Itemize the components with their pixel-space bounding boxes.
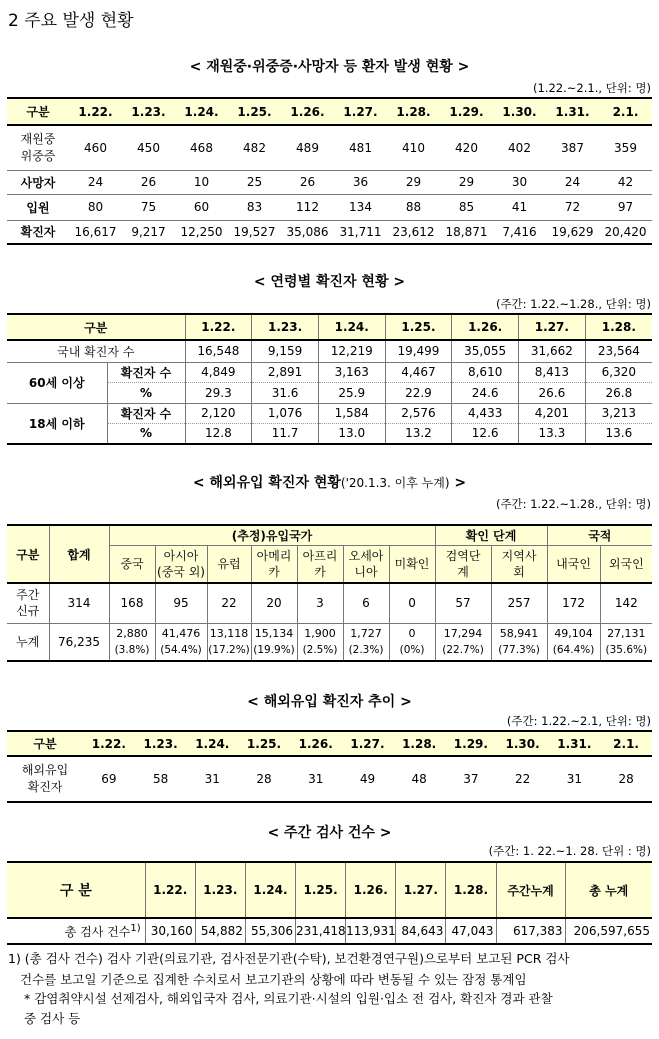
value-cell: 22.9 bbox=[385, 382, 452, 403]
value-cell: 31.6 bbox=[252, 382, 319, 403]
row-label: 해외유입 확진자 bbox=[21, 763, 69, 794]
header-cell: 구분 bbox=[84, 320, 108, 335]
value-cell: 9,217 bbox=[122, 220, 175, 244]
value-cell: 23,612 bbox=[387, 220, 440, 244]
header-cell: 국적 bbox=[547, 525, 652, 545]
header-cell: 구분 bbox=[26, 105, 50, 119]
value-cell: 12.8 bbox=[185, 423, 252, 444]
row-label: 입원 bbox=[7, 194, 69, 220]
value-cell: 468 bbox=[175, 125, 228, 170]
value-cell: 0 bbox=[389, 583, 435, 623]
header-cell: 1.27. bbox=[350, 736, 385, 751]
value-cell: 72 bbox=[546, 194, 599, 220]
value-cell: 1,076 bbox=[252, 403, 319, 423]
value-cell: 13.3 bbox=[519, 423, 586, 444]
value-cell bbox=[155, 623, 207, 661]
cumulative-count: 27,131 bbox=[607, 626, 646, 640]
value-cell: 24 bbox=[546, 170, 599, 194]
cumulative-percent: (35.6%) bbox=[605, 643, 648, 656]
value-cell: 11.7 bbox=[252, 423, 319, 444]
value-cell: 172 bbox=[547, 583, 600, 623]
value-cell: 26 bbox=[122, 170, 175, 194]
header-cell: (추정)유입국가 bbox=[109, 525, 435, 545]
table3-title-main: < 해외유입 확진자 현황 bbox=[192, 475, 341, 491]
header-cell: 1.24. bbox=[195, 736, 230, 751]
header-cell: 1.30. bbox=[502, 104, 537, 119]
header-row bbox=[7, 862, 652, 918]
footnote-1: 1) (총 검사 건수) 검사 기관(의료기관, 검사전문기관(수탁), 보건환경연구원)으로부터 보고된 PCR 검사 bbox=[8, 951, 570, 966]
cumulative-count: 1,727 bbox=[350, 626, 382, 640]
header-cell: 1.26. bbox=[290, 104, 325, 119]
header-cell: 2.1. bbox=[613, 736, 639, 751]
value-cell: 29.3 bbox=[185, 382, 252, 403]
table3-title bbox=[0, 472, 659, 492]
header-cell: 1.26. bbox=[346, 862, 396, 918]
value-cell: 257 bbox=[491, 583, 547, 623]
header-cell: 1.29. bbox=[449, 104, 484, 119]
cumulative-count: 13,118 bbox=[209, 626, 249, 640]
group-label: 60세 이상 bbox=[7, 362, 107, 403]
value-cell: 97 bbox=[599, 194, 652, 220]
value-cell: 29 bbox=[440, 170, 493, 194]
cumulative-count: 49,104 bbox=[554, 626, 593, 640]
table3-title-small: ('20.1.3. 이후 누계) bbox=[340, 476, 450, 490]
value-cell: 19,527 bbox=[228, 220, 281, 244]
header-cell: 아시아 (중국 외) bbox=[155, 545, 207, 583]
row-label: 재원중 위중증 bbox=[7, 125, 69, 170]
domestic-row bbox=[7, 340, 652, 362]
value-cell: 18,871 bbox=[440, 220, 493, 244]
cumulative-percent: (22.7%) bbox=[442, 643, 484, 656]
value-cell: 19,629 bbox=[546, 220, 599, 244]
value-cell: 69 bbox=[101, 772, 117, 786]
value-cell: 13.6 bbox=[585, 423, 652, 444]
value-cell: 142 bbox=[600, 583, 652, 623]
table1-title: < 재원중·위중증·사망자 등 환자 발생 현황 > bbox=[189, 59, 470, 75]
value-cell: 57 bbox=[435, 583, 491, 623]
value-cell: 19,499 bbox=[385, 340, 452, 362]
table-row bbox=[7, 194, 652, 220]
value-cell: 85 bbox=[440, 194, 493, 220]
footnote-marker: 1) bbox=[130, 922, 141, 934]
cumulative-count: 41,476 bbox=[161, 626, 201, 640]
sub-label: % bbox=[107, 423, 185, 444]
group-label: 18세 이하 bbox=[7, 403, 107, 444]
value-cell: 12.6 bbox=[452, 423, 519, 444]
table-row bbox=[7, 170, 652, 194]
value-cell: 26.8 bbox=[585, 382, 652, 403]
value-cell: 24.6 bbox=[452, 382, 519, 403]
value-cell: 420 bbox=[440, 125, 493, 170]
value-cell: 20 bbox=[251, 583, 297, 623]
value-cell: 8,610 bbox=[452, 362, 519, 382]
value-cell: 31 bbox=[566, 772, 582, 786]
header-cell: 총 누계 bbox=[565, 862, 652, 918]
value-cell: 482 bbox=[228, 125, 281, 170]
value-cell: 31 bbox=[204, 772, 220, 786]
table1-unit: (1.22.~2.1., 단위: 명) bbox=[533, 81, 651, 95]
value-cell: 75 bbox=[122, 194, 175, 220]
sub-label: 확진자 수 bbox=[107, 403, 185, 423]
value-cell: 48 bbox=[411, 772, 427, 786]
total-cell: 76,235 bbox=[49, 623, 109, 661]
value-cell: 41 bbox=[493, 194, 546, 220]
header-cell: 아프리 카 bbox=[297, 545, 343, 583]
value-cell: 3,213 bbox=[585, 403, 652, 423]
header-cell: 1.23. bbox=[131, 104, 166, 119]
value-cell: 113,931 bbox=[346, 918, 396, 944]
imported-trend-table bbox=[7, 730, 652, 803]
value-cell: 60 bbox=[175, 194, 228, 220]
value-cell: 134 bbox=[334, 194, 387, 220]
value-cell: 20,420 bbox=[599, 220, 652, 244]
value-cell: 489 bbox=[281, 125, 334, 170]
header-cell: 1.24. bbox=[318, 314, 385, 340]
header-cell: 1.31. bbox=[555, 104, 590, 119]
row-label: 확진자 bbox=[7, 220, 69, 244]
table-row bbox=[7, 125, 652, 170]
header-cell: 중국 bbox=[109, 545, 155, 583]
header-cell: 내국인 bbox=[547, 545, 600, 583]
header-cell: 1.23. bbox=[195, 862, 245, 918]
value-cell: 16,617 bbox=[69, 220, 122, 244]
value-cell: 12,219 bbox=[318, 340, 385, 362]
value-cell: 80 bbox=[69, 194, 122, 220]
value-cell: 450 bbox=[122, 125, 175, 170]
header-cell: 아메리 카 bbox=[251, 545, 297, 583]
cumulative-count: 2,880 bbox=[116, 626, 148, 640]
value-cell: 10 bbox=[175, 170, 228, 194]
cumulative-percent: (19.9%) bbox=[253, 643, 295, 656]
value-cell: 231,418 bbox=[296, 918, 346, 944]
value-cell: 54,882 bbox=[195, 918, 245, 944]
header-cell: 1.25. bbox=[237, 104, 272, 119]
value-cell: 3,163 bbox=[318, 362, 385, 382]
value-cell: 23,564 bbox=[585, 340, 652, 362]
table3-unit: (주간: 1.22.~1.28., 단위: 명) bbox=[495, 497, 651, 511]
value-cell: 49 bbox=[359, 772, 376, 786]
row-label: 사망자 bbox=[7, 170, 69, 194]
value-cell: 42 bbox=[599, 170, 652, 194]
value-cell: 6,320 bbox=[585, 362, 652, 382]
table5-unit: (주간: 1. 22.~1. 28. 단위 : 명) bbox=[488, 844, 651, 858]
value-cell: 37 bbox=[463, 772, 479, 786]
header-cell: 주간누계 bbox=[496, 862, 565, 918]
header-cell: 1.28. bbox=[396, 104, 431, 119]
value-cell bbox=[207, 623, 251, 661]
sub-label: 확진자 수 bbox=[107, 362, 185, 382]
value-cell: 30,160 bbox=[145, 918, 195, 944]
value-cell: 47,043 bbox=[446, 918, 496, 944]
cumulative-count: 0 bbox=[408, 626, 416, 640]
header-cell: 1.27. bbox=[396, 862, 446, 918]
value-cell: 460 bbox=[69, 125, 122, 170]
cumulative-count: 58,941 bbox=[499, 626, 539, 640]
footnote-asterisk: * 감염취약시설 선제검사, 해외입국자 검사, 의료기관·시설의 입원·입소 전 검사, 확진자 경과 관찰 bbox=[24, 991, 553, 1006]
header-cell: 1.28. bbox=[402, 736, 437, 751]
table2-title: < 연령별 확진자 현황 > bbox=[253, 274, 406, 290]
imported-cases-table bbox=[7, 524, 652, 662]
header-cell: 1.23. bbox=[252, 314, 319, 340]
value-cell: 22 bbox=[514, 772, 531, 786]
value-cell: 35,055 bbox=[452, 340, 519, 362]
table2-unit: (주간: 1.22.~1.28., 단위: 명) bbox=[495, 297, 651, 311]
header-cell: 1.22. bbox=[145, 862, 195, 918]
value-cell: 4,433 bbox=[452, 403, 519, 423]
header-cell: 1.25. bbox=[385, 314, 452, 340]
value-cell: 359 bbox=[599, 125, 652, 170]
value-cell: 1,584 bbox=[318, 403, 385, 423]
weekly-tests-table bbox=[7, 861, 652, 945]
value-cell bbox=[435, 623, 491, 661]
value-cell: 2,120 bbox=[185, 403, 252, 423]
value-cell: 2,891 bbox=[252, 362, 319, 382]
value-cell bbox=[297, 623, 343, 661]
value-cell: 206,597,655 bbox=[565, 918, 652, 944]
header-cell: 유럽 bbox=[207, 545, 251, 583]
header-cell: 1.24. bbox=[184, 104, 219, 119]
table4-title: < 해외유입 확진자 추이 > bbox=[247, 694, 412, 710]
value-cell: 7,416 bbox=[493, 220, 546, 244]
row-label: 누계 bbox=[7, 623, 49, 661]
group-count-row bbox=[7, 403, 652, 423]
value-cell: 28 bbox=[256, 772, 272, 786]
value-cell bbox=[343, 623, 389, 661]
header-cell: 1.25. bbox=[296, 862, 346, 918]
value-cell: 58 bbox=[152, 772, 169, 786]
value-cell: 387 bbox=[546, 125, 599, 170]
header-cell: 2.1. bbox=[612, 104, 639, 119]
header-cell: 오세아 니아 bbox=[343, 545, 389, 583]
age-cases-table bbox=[7, 313, 652, 445]
header-cell: 1.29. bbox=[453, 736, 488, 751]
value-cell: 31 bbox=[308, 772, 324, 786]
value-cell: 168 bbox=[109, 583, 155, 623]
value-cell bbox=[491, 623, 547, 661]
value-cell bbox=[251, 623, 297, 661]
value-cell: 4,467 bbox=[385, 362, 452, 382]
value-cell: 30 bbox=[493, 170, 546, 194]
value-cell: 2,576 bbox=[385, 403, 452, 423]
value-cell: 6 bbox=[343, 583, 389, 623]
header-cell: 검역단 계 bbox=[435, 545, 491, 583]
row-label: 국내 확진자 수 bbox=[7, 340, 185, 362]
value-cell: 29 bbox=[387, 170, 440, 194]
patient-status-table bbox=[7, 97, 652, 245]
table5-title: < 주간 검사 건수 > bbox=[267, 825, 392, 841]
value-cell bbox=[389, 623, 435, 661]
footnote-1-cont: 건수를 보고일 기준으로 집계한 수치로서 보고기관의 상황에 따라 변동될 수 있는 잠정 통계임 bbox=[20, 972, 527, 987]
value-cell: 481 bbox=[334, 125, 387, 170]
header-cell: 확인 단계 bbox=[435, 525, 547, 545]
value-cell: 26.6 bbox=[519, 382, 586, 403]
value-cell: 112 bbox=[281, 194, 334, 220]
header-cell: 1.23. bbox=[143, 736, 178, 751]
header-cell: 1.27. bbox=[343, 104, 378, 119]
table4-unit: (주간: 1.22.~2.1, 단위: 명) bbox=[506, 714, 651, 728]
value-cell: 402 bbox=[493, 125, 546, 170]
footnote-asterisk-cont: 중 검사 등 bbox=[24, 1011, 81, 1026]
value-cell: 83 bbox=[228, 194, 281, 220]
cumulative-percent: (54.4%) bbox=[160, 643, 202, 656]
header-cell: 1.22. bbox=[91, 736, 126, 751]
cumulative-percent: (2.3%) bbox=[348, 643, 384, 656]
value-cell: 36 bbox=[334, 170, 387, 194]
value-cell: 4,849 bbox=[185, 362, 252, 382]
header-cell: 외국인 bbox=[600, 545, 652, 583]
value-cell bbox=[109, 623, 155, 661]
group-count-row bbox=[7, 362, 652, 382]
header-cell: 1.26. bbox=[298, 736, 333, 751]
table3-title-end: > bbox=[449, 475, 467, 491]
header-cell: 합계 bbox=[49, 525, 109, 583]
header-cell: 1.31. bbox=[557, 736, 592, 751]
value-cell: 13.2 bbox=[385, 423, 452, 444]
cumulative-percent: (77.3%) bbox=[498, 643, 540, 656]
cumulative-percent: (64.4%) bbox=[552, 643, 595, 656]
sub-label: % bbox=[107, 382, 185, 403]
value-cell: 31,711 bbox=[334, 220, 387, 244]
header-cell: 1.22. bbox=[78, 104, 113, 119]
header-cell: 1.24. bbox=[245, 862, 295, 918]
header-cell: 미확인 bbox=[389, 545, 435, 583]
row-label: 총 검사 건수$^{1)}$ bbox=[64, 922, 141, 939]
total-cell: 314 bbox=[49, 583, 109, 623]
value-cell: 35,086 bbox=[281, 220, 334, 244]
header-cell: 1.27. bbox=[519, 314, 586, 340]
table-row bbox=[7, 918, 652, 944]
value-cell: 13.0 bbox=[318, 423, 385, 444]
value-cell: 31,662 bbox=[519, 340, 586, 362]
cumulative-count: 15,134 bbox=[254, 626, 294, 640]
header-cell: 구 분 bbox=[59, 883, 92, 899]
value-cell bbox=[600, 623, 652, 661]
header-row bbox=[7, 731, 652, 756]
header-cell: 지역사 회 bbox=[491, 545, 547, 583]
value-cell: 25 bbox=[228, 170, 281, 194]
table-row bbox=[7, 756, 652, 802]
value-cell: 95 bbox=[155, 583, 207, 623]
header-row-1 bbox=[7, 525, 652, 545]
value-cell: 84,643 bbox=[396, 918, 446, 944]
header-cell: 1.25. bbox=[246, 736, 282, 751]
value-cell: 88 bbox=[387, 194, 440, 220]
cumulative-count: 1,900 bbox=[304, 626, 336, 640]
header-row bbox=[7, 314, 652, 340]
value-cell: 9,159 bbox=[252, 340, 319, 362]
value-cell: 4,201 bbox=[519, 403, 586, 423]
header-cell: 구분 bbox=[33, 737, 57, 751]
value-cell: 24 bbox=[69, 170, 122, 194]
value-cell: 8,413 bbox=[519, 362, 586, 382]
value-cell: 617,383 bbox=[496, 918, 565, 944]
header-cell: 1.26. bbox=[452, 314, 519, 340]
cumulative-percent: (0%) bbox=[399, 643, 425, 656]
cumulative-percent: (17.2%) bbox=[208, 643, 250, 656]
value-cell: 25.9 bbox=[318, 382, 385, 403]
weekly-row bbox=[7, 583, 652, 623]
value-cell: 16,548 bbox=[185, 340, 252, 362]
value-cell: 410 bbox=[387, 125, 440, 170]
page-title: 2 주요 발생 현황 bbox=[8, 11, 134, 31]
value-cell: 12,250 bbox=[175, 220, 228, 244]
row-label: 주간 신규 bbox=[7, 583, 49, 623]
cumulative-percent: (3.8%) bbox=[114, 643, 150, 656]
value-cell bbox=[547, 623, 600, 661]
value-cell: 3 bbox=[297, 583, 343, 623]
cumulative-row bbox=[7, 623, 652, 661]
cumulative-percent: (2.5%) bbox=[302, 643, 338, 656]
header-cell: 1.28. bbox=[446, 862, 496, 918]
table-row bbox=[7, 220, 652, 244]
cumulative-count: 17,294 bbox=[443, 626, 483, 640]
header-cell: 1.28. bbox=[585, 314, 652, 340]
value-cell: 22 bbox=[207, 583, 251, 623]
value-cell: 28 bbox=[618, 772, 634, 786]
header-cell: 구분 bbox=[16, 547, 40, 562]
header-cell: 1.30. bbox=[505, 736, 540, 751]
header-row bbox=[7, 98, 652, 125]
header-cell: 1.22. bbox=[185, 314, 252, 340]
value-cell: 26 bbox=[281, 170, 334, 194]
value-cell: 55,306 bbox=[245, 918, 295, 944]
